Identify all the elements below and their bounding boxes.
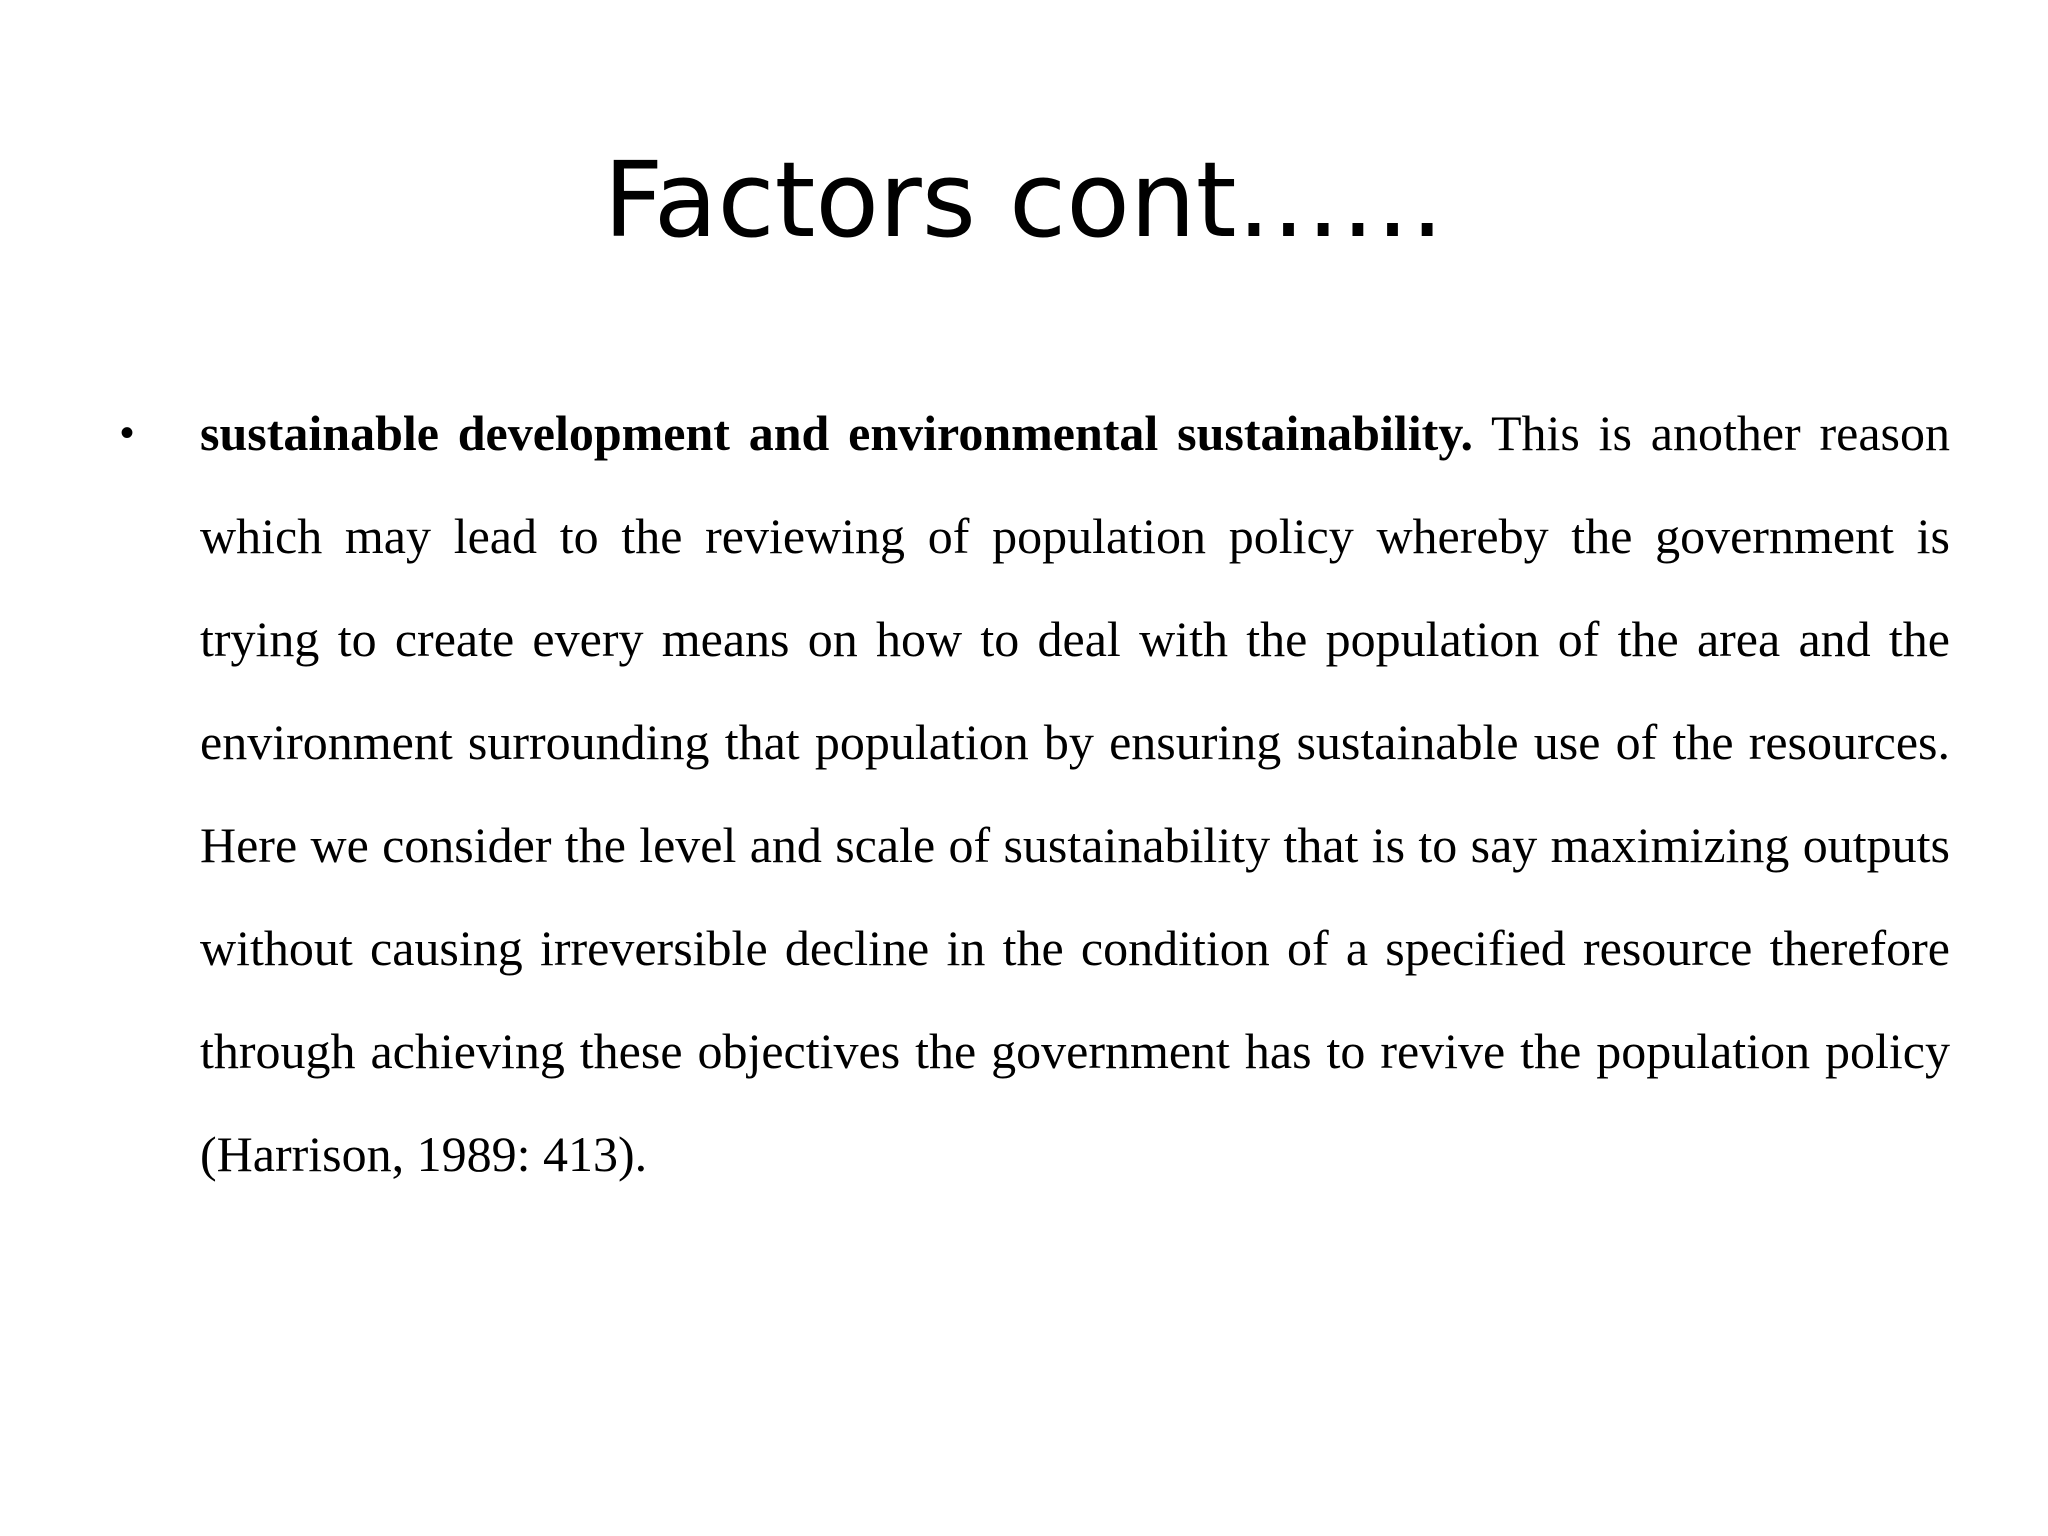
bullet-item [120,382,1950,1206]
slide-title: Factors cont…… [603,139,1445,261]
bullet-marker: • [120,411,135,455]
bullet-body-text: This is another reason which may lead to the reviewing of population policy whereby the government is trying to create every means on how to deal with the population of the area and the environment surrounding that population by ensuring sustainable use of the resources. Here we consider the level and scale of sustainability that is to say maximizing outputs without causing irreversible decline in the condition of a specified resource therefore through achieving these objectives the government has to revive the population policy (Harrison, 1989: 413). [200,405,1950,1182]
bullet-lead-text: sustainable development and environmental sustainability. [200,405,1474,461]
bullet-list [120,382,1950,1206]
